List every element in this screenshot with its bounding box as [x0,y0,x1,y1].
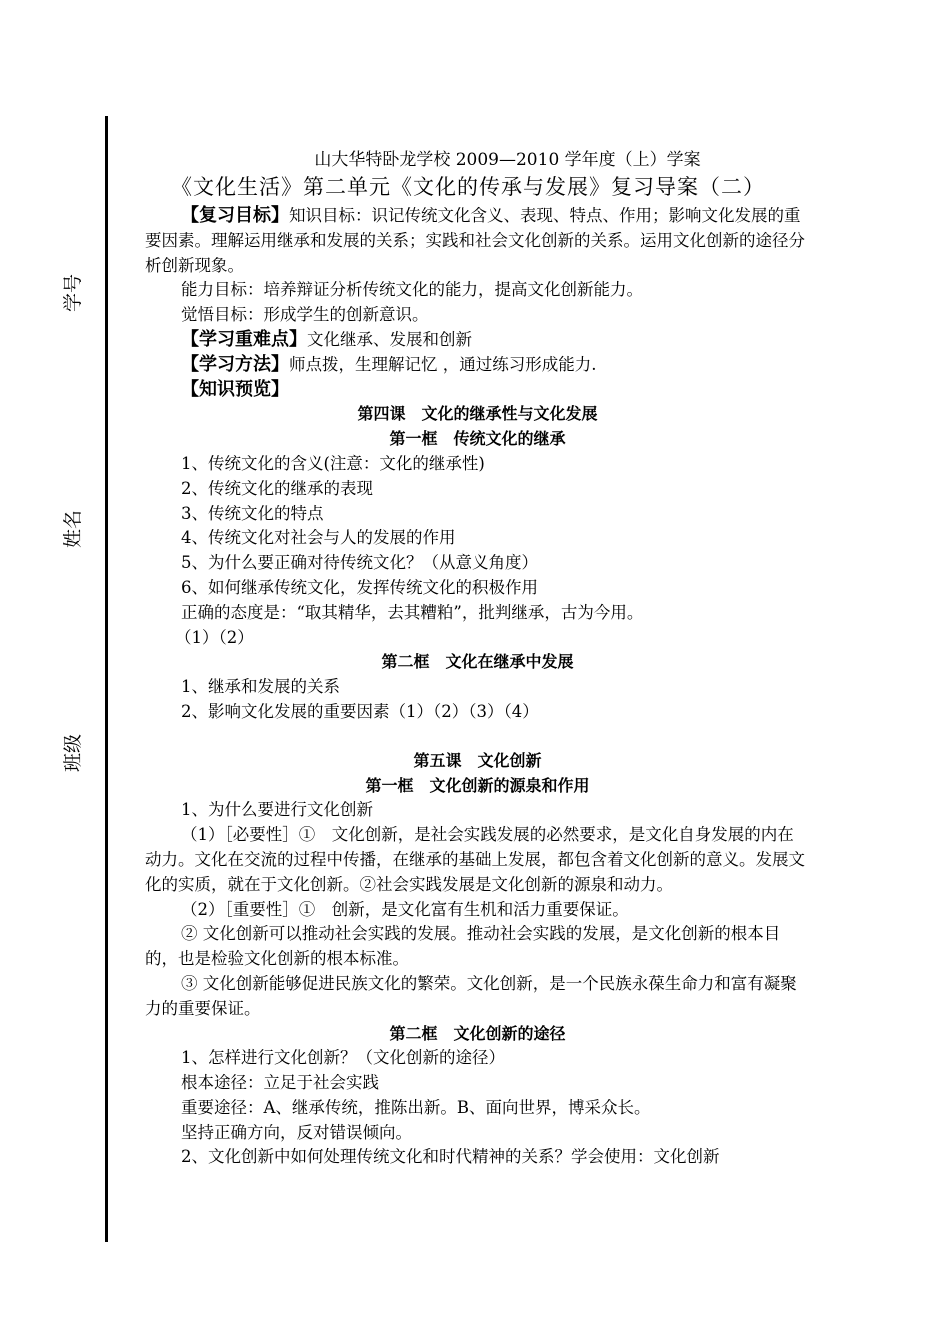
list-item: 1、为什么要进行文化创新 [181,800,373,820]
review-goals [145,204,810,278]
lesson5-title: 第五课 文化创新 [413,750,542,770]
lesson4-title: 第四课 文化的继承性与文化发展 [357,404,598,424]
list-item: 1、继承和发展的关系 [181,677,340,697]
paragraph: ③ 文化创新能够促进民族文化的繁荣。文化创新，是一个民族永葆生命力和富有凝聚力的重要保证。 [145,973,797,1018]
list-item: 1、传统文化的含义(注意：文化的继承性) [181,453,485,473]
paragraph: （2）［重要性］① 创新，是文化富有生机和活力重要保证。 [181,899,629,919]
binding-margin-line [105,116,108,1242]
ability-goal: 能力目标：培养辩证分析传统文化的能力，提高文化创新能力。 [181,280,643,300]
key-points-text: 文化继承、发展和创新 [307,329,472,349]
list-item: 1、怎样进行文化创新？（文化创新的途径） [181,1048,505,1068]
list-item: 重要途径：A、继承传统，推陈出新。B、面向世界，博采众长。 [181,1097,651,1117]
list-item: 5、为什么要正确对待传统文化？（从意义角度） [181,553,538,573]
lesson4-frame1-title: 第一框 传统文化的继承 [389,429,566,449]
knowledge-preview [145,378,810,403]
lesson5-frame2-title: 第二框 文化创新的途径 [389,1023,566,1043]
list-item: 根本途径：立足于社会实践 [181,1073,379,1093]
list-item: 4、传统文化对社会与人的发展的作用 [181,528,456,548]
paragraph: （1）［必要性］① 文化创新，是社会实践发展的必然要求，是文化自身发展的内在动力。文化在交流的过程中传播，在继承的基础上发展，都包含着文化创新的意义。发展文化的实质，就在于文化创新。②社会实践发展是文化创新的源泉和动力。 [145,825,805,894]
knowledge-goal: 知识目标：识记传统文化含义、表现、特点、作用；影响文化发展的重要因素。理解运用继承和发展的关系；实践和社会文化创新的关系。运用文化创新的途径分析创新现象。 [145,206,805,275]
list-item: 6、如何继承传统文化，发挥传统文化的积极作用 [181,577,538,597]
list-item: 正确的态度是：“取其精华，去其糟粕”，批判继承，古为今用。 [181,602,644,622]
lesson5-frame1-title: 第一框 文化创新的源泉和作用 [365,775,590,795]
study-method-text: 师点拨，生理解记忆 ，通过练习形成能力. [289,354,597,374]
awareness-goal: 觉悟目标：形成学生的创新意识。 [181,305,429,325]
lesson4-frame2-title: 第二框 文化在继承中发展 [381,652,574,672]
key-points-label: 【学习重难点】 [181,328,307,350]
name-field [58,509,85,548]
list-item: 坚持正确方向，反对错误倾向。 [181,1122,412,1142]
list-item: 2、文化创新中如何处理传统文化和时代精神的关系？学会使用：文化创新 [181,1147,720,1167]
student-number-label: 学号 [62,273,84,312]
name-label: 姓名 [62,509,84,548]
list-item: 3、传统文化的特点 [181,503,324,523]
list-item: （1）（2） [175,627,254,647]
study-method-label: 【学习方法】 [181,353,289,375]
review-goals-label: 【复习目标】 [181,205,289,226]
class-label: 班级 [62,733,84,772]
list-item: 2、影响文化发展的重要因素（1）（2）（3）（4） [181,701,539,721]
paragraph: ② 文化创新可以推动社会实践的发展。推动社会实践的发展，是文化创新的根本目的，也是检验文化创新的根本标准。 [145,924,781,969]
document-title: 《文化生活》第二单元《文化的传承与发展》复习导案（二） [171,175,765,199]
document-body [145,148,810,1170]
key-points [145,328,810,353]
knowledge-preview-label: 【知识预览】 [181,378,289,400]
study-method [145,353,810,378]
spacer [145,725,810,749]
student-number-field [58,273,85,312]
list-item: 2、传统文化的继承的表现 [181,478,373,498]
school-header: 山大华特卧龙学校 2009—2010 学年度（上）学案 [314,150,701,170]
class-field [58,733,85,772]
